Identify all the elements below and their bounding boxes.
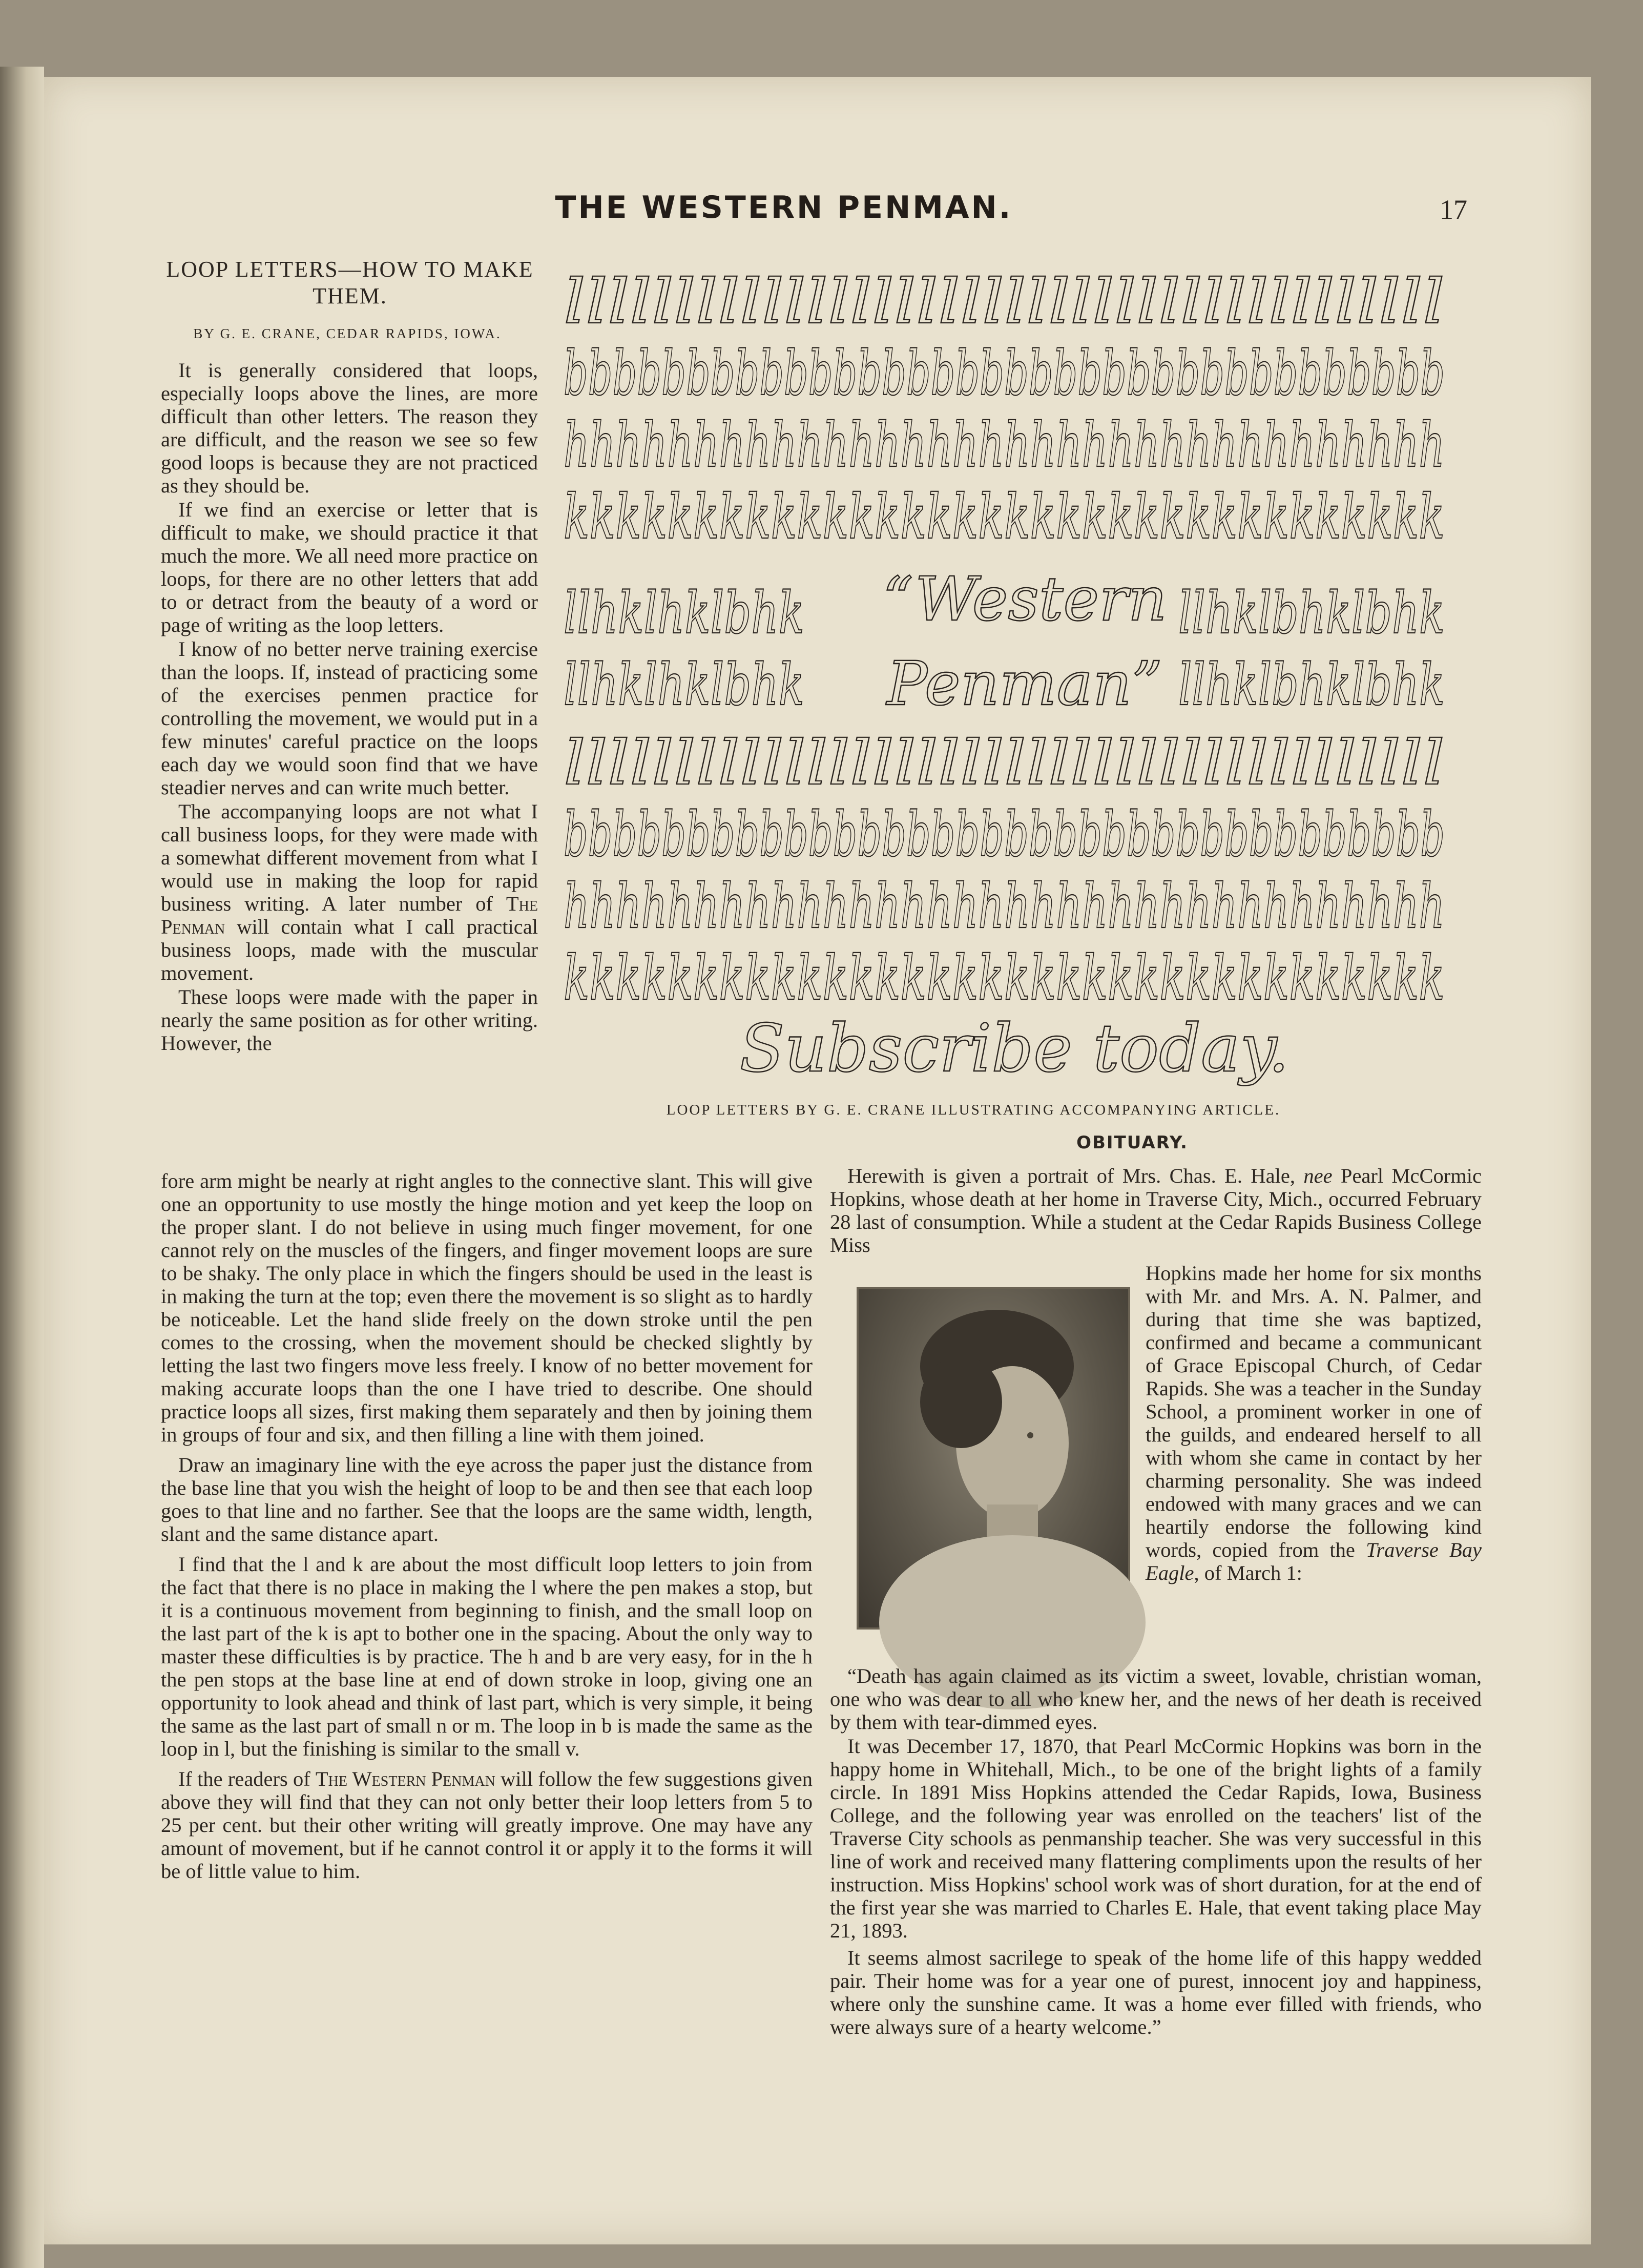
script-group-right-top: llhklbhklbhk [1178, 580, 1445, 647]
loop-row: llllllllllllllllllllllllllllllllllllllll [564, 728, 1445, 799]
quote-paragraph: It seems almost sacrilege to speak of the home life of this happy wedded pair. Their home was for a year one of purest, innocent joy and happiness, where only the sunshine came. It was a home ever filled with friends, who were always sure of a hearty welcome.” [830, 1946, 1482, 2038]
script-western: “Western [882, 564, 1167, 634]
script-group-right-bottom: llhklbhklbhk [1178, 652, 1445, 718]
loop-letters-plate [564, 251, 1486, 1132]
article-paragraph: It is generally considered that loops, especially loops above the lines, are more difficult than other letters. The reason they are difficult, and the reason we see so few good loops is because they are not practiced as they should be. [161, 359, 538, 497]
article-paragraph: Draw an imaginary line with the eye across the paper just the distance from the base line that you wish the height of loop to be and then see that each loop goes to that line and no farther. See that the loops are the same width, length, slant and the same distance apart. [161, 1453, 813, 1545]
loop-row: kkkkkkkkkkkkkkkkkkkkkkkkkkkkkkkkkk [564, 482, 1445, 553]
page-number: 17 [1440, 194, 1467, 225]
book-spine-shadow [0, 67, 44, 2268]
article-paragraph: If the readers of The Western Penman will follow the few suggestions given above they will find that they can not only better their loop letters from 5 to 25 per cent. but their other writing will greatly improve. One may have any amount of movement, but if he cannot control it or apply it to the forms it will be of little value to him. [161, 1767, 813, 1883]
loop-row: hhhhhhhhhhhhhhhhhhhhhhhhhhhhhhhhhh [564, 871, 1445, 942]
script-subscribe-today: Subscribe today. [739, 1011, 1290, 1087]
article-paragraph: The accompanying loops are not what I call business loops, for they were made with a somewhat different movement from what I would use in making the loop for rapid business writing. A later number of The Penman will contain what I call practical business loops, made with the muscular movement. [161, 800, 538, 984]
article-byline: BY G. E. CRANE, CEDAR RAPIDS, IOWA. [193, 326, 502, 341]
article-paragraph: I know of no better nerve training exercise than the loops. If, instead of practicing some of the exercises penmen practice for controlling the movement, we would put in a few minutes' careful practice on the loops each day we would soon find that we have steadier nerves and can write much better. [161, 637, 538, 799]
running-title: THE WESTERN PENMAN. [555, 190, 1013, 225]
quote-paragraph: “Death has again claimed as its victim a sweet, lovable, christian woman, one who was dear to all who knew her, and the news of her death is received by them with tear-dimmed eyes. [830, 1664, 1482, 1734]
script-penman: Penman” [886, 648, 1163, 719]
portrait-photo [857, 1287, 1130, 1630]
loop-row: llllllllllllllllllllllllllllllllllllllll [564, 266, 1445, 338]
obituary-title: OBITUARY. [1076, 1132, 1188, 1153]
obituary-intro: Herewith is given a portrait of Mrs. Chas. E. Hale, nee Pearl McCormic Hopkins, whose death at her home in Traverse City, Mich., occurred February 28 last of consumption. While a student at the Cedar Rapids Business College Miss [830, 1164, 1482, 1256]
loop-row: bbbbbbbbbbbbbbbbbbbbbbbbbbbbbbbbbbbb [564, 799, 1445, 871]
script-group-left-top: llhklhklbhk [564, 580, 804, 647]
article-title: LOOP LETTERS—HOW TO MAKE THEM. [166, 257, 534, 308]
article-column-wide [161, 1169, 813, 1883]
center-script [882, 564, 1167, 719]
loop-row: hhhhhhhhhhhhhhhhhhhhhhhhhhhhhhhhhh [564, 410, 1445, 481]
loop-row: bbbbbbbbbbbbbbbbbbbbbbbbbbbbbbbbbbbb [564, 338, 1445, 409]
script-group-left-bottom: llhklhklbhk [564, 652, 804, 718]
article-paragraph: If we find an exercise or letter that is difficult to make, we should practice it that much the more. We all need more practice on loops, for there are no other letters that add to or detract from the beauty of a word or page of writing as the loop letters. [161, 498, 538, 636]
loop-row: kkkkkkkkkkkkkkkkkkkkkkkkkkkkkkkkkk [564, 943, 1445, 1014]
article-paragraph: I find that the l and k are about the most difficult loop letters to join from the fact that there is no place in making the l where the pen makes a stop, but it is a continuous movement from beginning to finish, and the small loop on the last part of the k is apt to bother one in the spacing. About the only way to master these difficulties is by practice. The h and b are very easy, for in the h the pen stops at the base line at end of down stroke in loop, giving one an opportunity to look ahead and think of last part, which is very simple, it being the same as the last part of small n or m. The loop in b is made the same as the loop in l, but the finishing is similar to the small v. [161, 1553, 813, 1760]
plate-caption: LOOP LETTERS BY G. E. CRANE ILLUSTRATING ACCOMPANYING ARTICLE. [666, 1102, 1281, 1118]
quote-paragraph: It was December 17, 1870, that Pearl McCormic Hopkins was born in the happy home in Whitehall, Mich., to be one of the bright lights of a family circle. In 1891 Miss Hopkins attended the Cedar Rapids, Iowa, Business College, and the following year was enrolled on the teachers' list of the Traverse City schools as penmanship teacher. She was very successful in this line of work and received many flattering compliments upon the results of her instruction. Miss Hopkins' school work was of short duration, for at the end of the first year she was married to Charles E. Hale, that event taking place May 21, 1893. [830, 1735, 1482, 1942]
obituary-beside-portrait: Hopkins made her home for six months with Mr. and Mrs. A. N. Palmer, and during that time she was baptized, confirmed and became a communicant of Grace Episcopal Church, of Cedar Rapids. She was a teacher in the Sunday School, a prominent worker in one of the guilds, and endeared herself to all with whom she came in contact by her charming personality. She was indeed endowed with many graces and we can heartily endorse the following kind words, copied from the Traverse Bay Eagle, of March 1: [1146, 1262, 1482, 1584]
obituary-quote [830, 1664, 1482, 2038]
article-paragraph: fore arm might be nearly at right angles to the connective slant. This will give one an opportunity to use mostly the hinge motion and yet keep the loop on the proper slant. I do not believe in using much finger movement, for one cannot rely on the muscles of the fingers, and finger movement loops are sure to be shaky. The only place in which the fingers should be used in the least is in making the turn at the top; even there the movement is so slight as to hardly be noticeable. Let the hand slide freely on the down stroke until the pen comes to the crossing, when the movement should be checked slightly by letting the last two fingers move less freely. I know of no better movement for making accurate loops than the one I have tried to describe. One should practice loops all sizes, first making them separately and then by joining them in groups of four and six, and then filling a line with them joined. [161, 1169, 813, 1446]
article-column-narrow [161, 359, 538, 1055]
article-paragraph: These loops were made with the paper in nearly the same position as for other writing. However, the [161, 985, 538, 1055]
